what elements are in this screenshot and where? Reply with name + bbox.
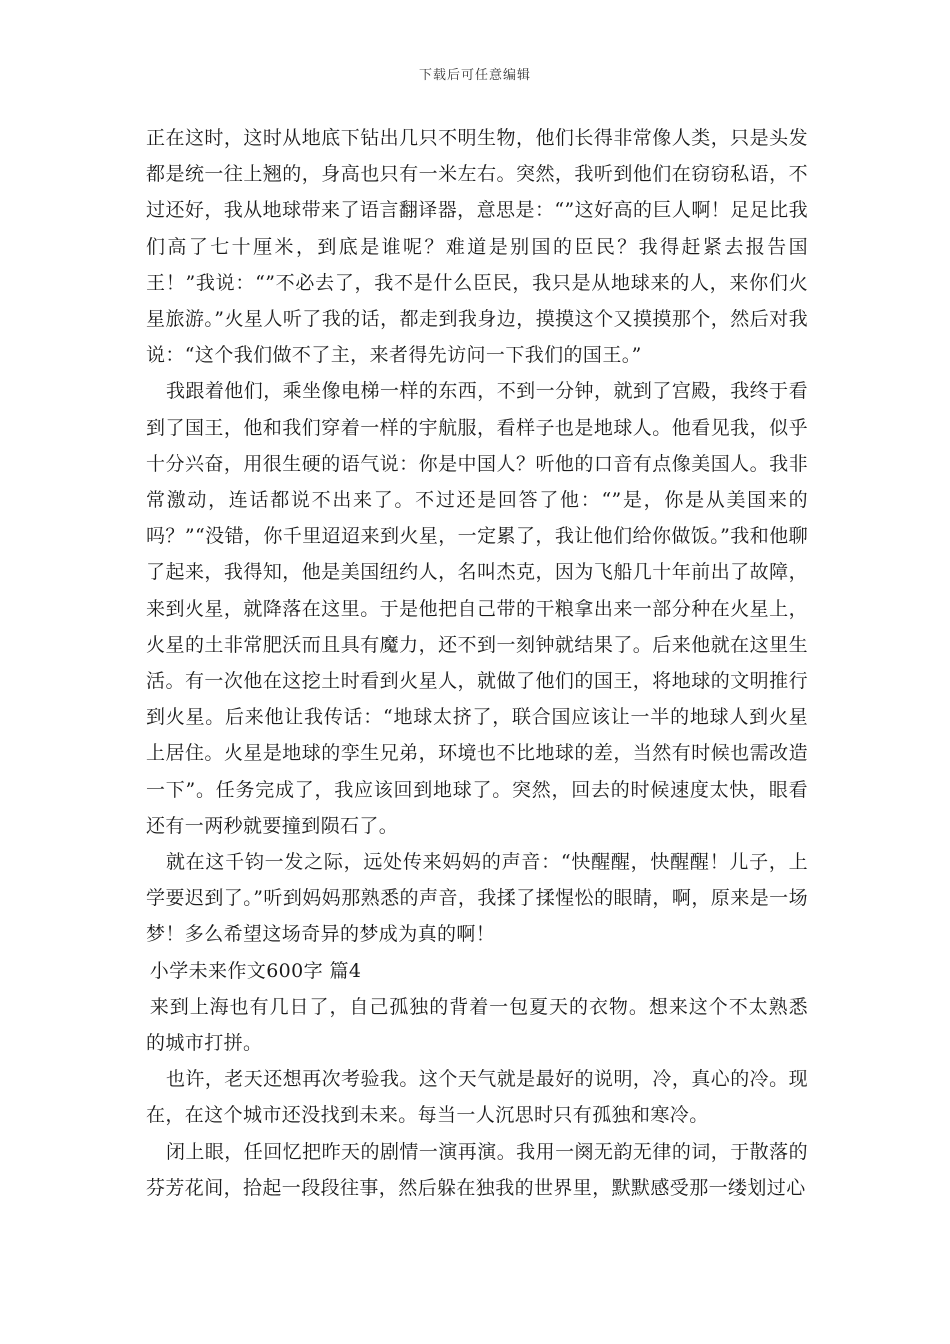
document-body <box>146 120 808 1206</box>
paragraph-meeting-king: 我跟着他们，乘坐像电梯一样的东西，不到一分钟，就到了宫殿，我终于看到了国王，他和我们穿着一样的宇航服，看样子也是地球人。他看见我，似乎十分兴奋，用很生硬的语气说：你是中国人？听他的口音有点像美国人。我非常激动，连话都说不出来了。不过还是回答了他：“”是，你是从美国来的吗？”“没错，你千里迢迢来到火星，一定累了，我让他们给你做饭。”我和他聊了起来，我得知，他是美国纽约人，名叫杰克，因为飞船几十年前出了故障，来到火星，就降落在这里。于是他把自己带的干粮拿出来一部分种在火星上，火星的土非常肥沃而且具有魔力，还不到一刻钟就结果了。后来他就在这里生活。有一次他在这挖土时看到火星人，就做了他们的国王，将地球的文明推行到火星。后来他让我传话：“地球太挤了，联合国应该让一半的地球人到火星上居住。火星是地球的孪生兄弟，环境也不比地球的差，当然有时候也需改造一下”。任务完成了，我应该回到地球了。突然，回去的时候速度太快，眼看还有一两秒就要撞到陨石了。 <box>146 380 808 837</box>
paragraph-memories: 闭上眼，任回忆把昨天的剧情一演再演。我用一阕无韵无律的词，于散落的芬芳花间，拾起一段段往事，然后躲在独我的世界里，默默感受那一缕划过心 <box>146 1140 808 1199</box>
paragraph-cold-weather: 也许，老天还想再次考验我。这个天气就是最好的说明，冷，真心的冷。现在，在这个城市还没找到未来。每当一人沉思时只有孤独和寒冷。 <box>146 1068 808 1127</box>
paragraph-martians-meeting: 正在这时，这时从地底下钻出几只不明生物，他们长得非常像人类，只是头发都是统一往上翘的，身高也只有一米左右。突然，我听到他们在窃窃私语，不过还好，我从地球带来了语言翻译器，意思是：“”这好高的巨人啊！足足比我们高了七十厘米，到底是谁呢？难道是别国的臣民？我得赶紧去报告国王！”我说：“”不必去了，我不是什么臣民，我只是从地球来的人，来你们火星旅游。”火星人听了我的话，都走到我身边，摸摸这个又摸摸那个，然后对我说：“这个我们做不了主，来者得先访问一下我们的国王。” <box>146 127 808 367</box>
paragraph-waking-up: 就在这千钧一发之际，远处传来妈妈的声音：“快醒醒，快醒醒！儿子，上学要迟到了。”听到妈妈那熟悉的声音，我揉了揉惺忪的眼睛，啊，原来是一场梦！多么希望这场奇异的梦成为真的啊！ <box>146 851 808 946</box>
page-header: 下载后可任意编辑 <box>418 68 531 83</box>
section-heading: 小学未来作文600字 篇4 <box>149 959 362 982</box>
paragraph-arrival-shanghai: 来到上海也有几日了，自己孤独的背着一包夏天的衣物。想来这个不太熟悉的城市打拼。 <box>146 995 808 1055</box>
